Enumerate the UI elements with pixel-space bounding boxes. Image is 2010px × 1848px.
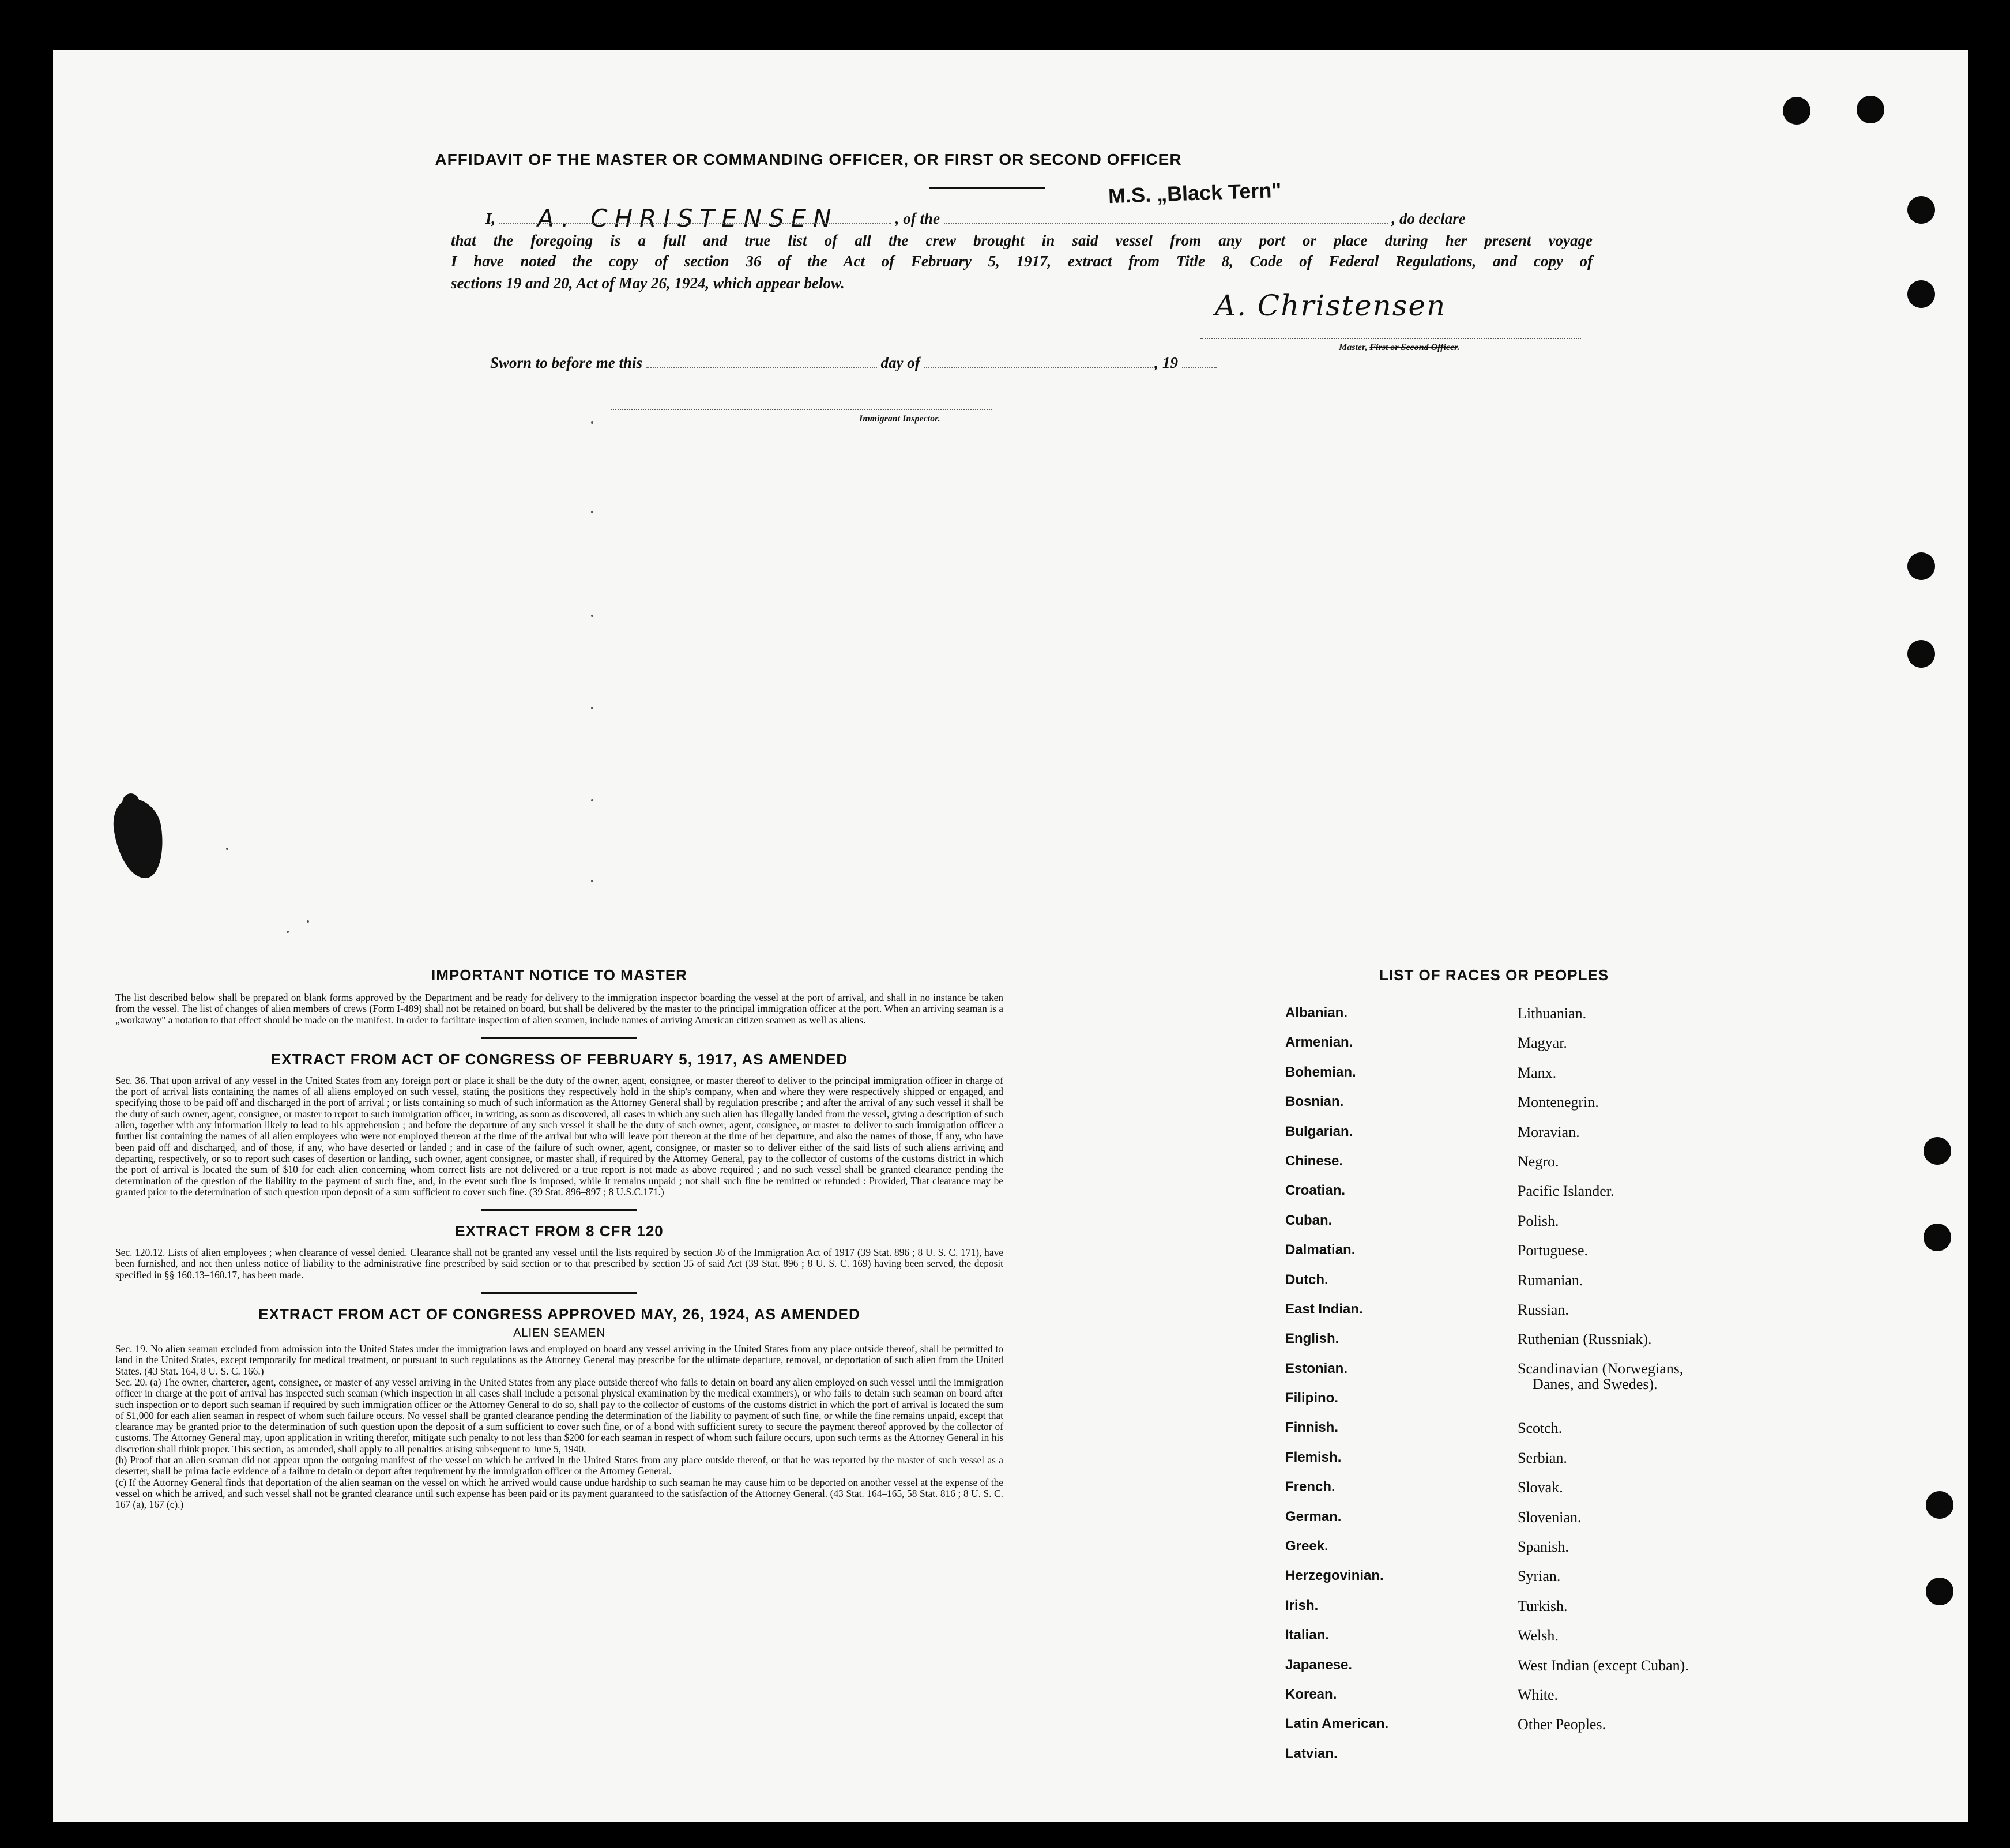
race-item: Manx. xyxy=(1518,1064,1557,1081)
do-declare-text: , do declare xyxy=(1391,210,1466,227)
race-item: Greek. xyxy=(1285,1538,1328,1555)
section-divider xyxy=(481,1292,637,1294)
race-item: Herzegovinian. xyxy=(1285,1568,1384,1584)
race-item: French. xyxy=(1285,1479,1335,1495)
punch-hole xyxy=(1924,1224,1951,1251)
race-item: Cuban. xyxy=(1285,1212,1333,1228)
race-item: English. xyxy=(1285,1331,1339,1347)
race-item: Estonian. xyxy=(1285,1360,1348,1376)
races-list-left xyxy=(1285,1005,1388,1775)
race-item: Japanese. xyxy=(1285,1657,1353,1673)
declaration-line-3: I have noted the copy of section 36 of the Act of February 5, 1917, extract from Title 8, Code of Federal Regulations, and copy of xyxy=(451,253,1593,270)
alien-seamen-subtitle: ALIEN SEAMEN xyxy=(513,1327,605,1340)
extract-cfr-title: EXTRACT FROM 8 CFR 120 xyxy=(455,1222,664,1240)
punch-hole xyxy=(1857,96,1884,123)
race-item: Finnish. xyxy=(1285,1420,1338,1436)
sworn-year-blank xyxy=(1182,367,1217,368)
paper-speck xyxy=(591,799,593,801)
handwritten-master-name: A. CHRISTENSEN xyxy=(537,204,838,232)
paper-speck xyxy=(591,707,593,709)
race-item: German. xyxy=(1285,1508,1342,1525)
notice-body: The list described below shall be prepared on blank forms approved by the Department and be ready for delivery to the immigration inspector boarding the vessel at the port of arrival, and shall in no instance be taken from the vessel. The list of changes of alien members of crews (Form I-489) shall not be retained on board, but shall be delivered by the master to the principal immigration officer at the port. When an arriving seaman is a „workaway" a notation to that effect should be made on the manifest. In order to facilitate inspection of alien seamen, include names of arriving American citizen seamen as well as aliens. xyxy=(115,992,1003,1026)
affidavit-title: AFFIDAVIT OF THE MASTER OR COMMANDING OFFICER, OR FIRST OR SECOND OFFICER xyxy=(435,150,1182,168)
race-item: Irish. xyxy=(1285,1597,1319,1613)
race-item: West Indian (except Cuban). xyxy=(1518,1657,1689,1674)
punch-hole xyxy=(1783,97,1810,125)
race-item: Croatian. xyxy=(1285,1183,1346,1199)
vessel-name: M.S. „Black Tern" xyxy=(1108,178,1282,208)
race-item: Dalmatian. xyxy=(1285,1242,1356,1258)
legal-text-column xyxy=(115,966,1003,1511)
extract-1917-title: EXTRACT FROM ACT OF CONGRESS OF FEBRUARY 5, 1917, AS AMENDED xyxy=(270,1050,848,1068)
declaration-line-1 xyxy=(485,210,1593,228)
sec20b-text: (b) Proof that an alien seaman did not appear upon the outgoing manifest of the vessel on which he arrived in the United States from any place outside thereof, or that he was reported by the master of such vessel as a deserter, shall be prima facie evidence of a failure to detain or deport after requirement by the immigration officer or the Attorney General. xyxy=(115,1454,1003,1477)
race-item: Bosnian. xyxy=(1285,1094,1344,1110)
vessel-blank xyxy=(944,223,1388,224)
paper-speck xyxy=(591,511,593,513)
master-signature: A. Christensen xyxy=(1215,289,1447,322)
race-item: Flemish. xyxy=(1285,1449,1342,1465)
name-blank xyxy=(499,223,891,224)
race-item: Negro. xyxy=(1518,1153,1559,1170)
sec20a-text: Sec. 20. (a) The owner, charterer, agent, consignee, or master of any vessel arriving in the United States from any place outside thereof who fails to detain on board any alien employed on such vessel until the immigration officer in charge at the port of arrival has inspected such seaman (which inspection in all cases shall include a personal physical examination by the medical examiners), or who fails to detain such seaman on board after such inspection or to deport such seaman if required by such immigration officer or the Attorney General to do so, shall pay to the collector of customs of the customs district in which the port of arrival is located the sum of $1,000 for each alien seaman in respect of whom such failure occurs. No vessel shall be granted clearance pending the determination of the liability to payment of such fine, or while the fine remains unpaid, except that clearance may be granted prior to the determination of such question upon the deposit of a sum sufficient to cover such fine, or of a bond with sufficient surety to secure the payment thereof approved by the collector of customs. The Attorney General may, upon application in writing therefor, mitigate such penalty to not less than $200 for each seaman in respect of whom such failure occurs, upon such terms as the Attorney General in his discretion shall think proper. This section, as amended, shall apply to all penalties arising subsequent to June 5, 1940. xyxy=(115,1376,1003,1455)
signature-line xyxy=(1200,338,1581,339)
signature-caption: Master, First or Second Officer. xyxy=(1339,342,1460,352)
race-item: Chinese. xyxy=(1285,1153,1343,1169)
extract-cfr-body: Sec. 120.12. Lists of alien employees ; when clearance of vessel denied. Clearance shall not be granted any vessel until the lists required by section 36 of the Immigration Act of 1917 (39 Stat. 896 ; 8 U. S. C. 171), have been furnished, and not then unless notice of liability to the administrative fine prescribed by said section or to that prescribed by section 35 of said Act (39 Stat. 896 ; 8 U. S. C. 169) having been served, the deposit specified in §§ 160.13–160.17, has been made. xyxy=(115,1247,1003,1281)
race-item: Serbian. xyxy=(1518,1449,1567,1466)
race-item-scandinavian: Scandinavian (Norwegians, Danes, and Swedes). xyxy=(1518,1360,1684,1392)
race-item: Spanish. xyxy=(1518,1538,1569,1556)
inspector-signature-line xyxy=(611,409,992,410)
race-item: Lithuanian. xyxy=(1518,1005,1587,1022)
punch-hole xyxy=(1926,1491,1953,1519)
race-item: Other Peoples. xyxy=(1518,1716,1606,1733)
race-item: Ruthenian (Russniak). xyxy=(1518,1331,1652,1348)
race-item: Albanian. xyxy=(1285,1005,1348,1021)
race-item: Polish. xyxy=(1518,1212,1559,1229)
race-item: Dutch. xyxy=(1285,1271,1328,1288)
race-item: Scotch. xyxy=(1518,1420,1563,1437)
punch-hole xyxy=(1926,1578,1953,1605)
struck-officer-text: First or Second Officer xyxy=(1369,342,1458,352)
races-list-right xyxy=(1518,1005,1689,1746)
race-item: Syrian. xyxy=(1518,1568,1561,1585)
race-item: Magyar. xyxy=(1518,1034,1567,1052)
paper-speck xyxy=(226,848,228,850)
race-item: Latin American. xyxy=(1285,1716,1389,1732)
ink-blot xyxy=(122,793,140,813)
punch-hole xyxy=(1924,1137,1951,1165)
race-item: Latvian. xyxy=(1285,1745,1338,1762)
paper-speck xyxy=(307,920,309,923)
race-item: East Indian. xyxy=(1285,1301,1363,1317)
punch-hole xyxy=(1907,280,1935,308)
declaration-prefix: I, xyxy=(485,210,496,227)
declaration-line-4: sections 19 and 20, Act of May 26, 1924, which appear below. xyxy=(451,274,845,292)
sworn-line: Sworn to before me this day of , 19 xyxy=(490,354,1632,372)
declaration-line-2: that the foregoing is a full and true list of all the crew brought in said vessel from any port or place during her present voyage xyxy=(451,232,1593,249)
paper-speck xyxy=(591,880,593,882)
sec19-text: Sec. 19. No alien seaman excluded from admission into the United States under the immigration laws and employed on board any vessel arriving in the United States from any place outside thereof, shall be permitted to land in the United States, except temporarily for medical treatment, or pursuant to such regulations as the Attorney General may prescribe for the ultimate departure, removal, or deportation of such alien from the United States. (43 Stat. 164, 8 U. S. C. 166.) xyxy=(115,1343,1003,1377)
races-list-title: LIST OF RACES OR PEOPLES xyxy=(1379,966,1609,984)
punch-hole xyxy=(1907,196,1935,224)
ink-blot xyxy=(110,795,168,882)
paper-speck xyxy=(287,931,289,933)
race-item: Slovenian. xyxy=(1518,1508,1582,1526)
race-item: Korean. xyxy=(1285,1686,1337,1702)
notice-title: IMPORTANT NOTICE TO MASTER xyxy=(431,966,687,984)
punch-hole xyxy=(1907,552,1935,580)
race-item: Armenian. xyxy=(1285,1034,1353,1051)
sworn-month-blank xyxy=(924,367,1155,368)
of-the-text: , of the xyxy=(895,210,940,227)
race-item: Montenegrin. xyxy=(1518,1094,1599,1111)
inspector-caption: Immigrant Inspector. xyxy=(859,414,940,424)
paper-speck xyxy=(591,615,593,617)
race-item: Welsh. xyxy=(1518,1627,1559,1644)
extract-1917-body: Sec. 36. That upon arrival of any vessel in the United States from any foreign port or place it shall be the duty of the owner, agent, consignee, or master thereof to deliver to the principal immigration officer in charge of the port of arrival lists containing the names of all aliens employed on such vessel, stating the positions they respectively hold in the ship's company, when and where they were respectively shipped or engaged, and specifying those to be paid off and discharged in the port of arrival ; or lists containing so much of such information as the Attorney General shall by regulation prescribe ; and after the arrival of any such vessel it shall be the duty of such owner, agent, consignee, or master to report to such immigration officer, in writing, as soon as discovered, all cases in which any such alien has illegally landed from the vessel, giving a description of such alien, together with any information likely to lead to his apprehension ; and before the departure of any such vessel it shall be the duty of such owner, agent, consignee, or master to deliver to such immigration officer a further list containing the names of all alien employees who were not employed thereon at the time of the arrival but who will leave port thereon at the time of her departure, and also the names of those, if any, who have been paid off and discharged, and of those, if any, who have deserted or landed ; and in case of the failure of such owner, agent, consignee, or master so to deliver either of the said lists of such aliens arriving and departing, respectively, or so to report such cases of desertion or landing, such owner, agent consignee, or master shall, if required by the Attorney General, pay to the collector of customs of the customs district in which the port of arrival is located the sum of $10 for each alien concerning whom correct lists are not delivered or a true report is not made as above required ; and no such vessel shall be granted clearance pending the determination of the question of the liability to the payment of such fine, and, in the event such fine is imposed, while it remains unpaid ; not shall such fine be remitted or refunded : Provided, That clearance may be granted prior to the determination of such question upon deposit of a sum sufficient to cover such fine. (39 Stat. 896–897 ; 8 U.S.C.171.) xyxy=(115,1074,1003,1198)
race-item: Turkish. xyxy=(1518,1597,1568,1614)
paper-speck xyxy=(591,421,593,424)
race-item: Moravian. xyxy=(1518,1123,1580,1141)
race-item: Italian. xyxy=(1285,1627,1330,1643)
section-divider xyxy=(481,1037,637,1039)
sworn-day-blank xyxy=(646,367,877,368)
race-item: Russian. xyxy=(1518,1301,1569,1318)
race-item: Rumanian. xyxy=(1518,1271,1583,1289)
sec20c-text: (c) If the Attorney General finds that deportation of the alien seaman on the vessel on which he arrived would cause undue hardship to such seaman he may cause him to be deported on another vessel at the expense of the vessel on which he arrived, and such vessel shall not be granted clearance until such expense has been paid or its payment guaranteed to the satisfaction of the Attorney General. (43 Stat. 164–165, 58 Stat. 816 ; 8 U. S. C. 167 (a), 167 (c).) xyxy=(115,1476,1003,1511)
title-rule xyxy=(929,187,1045,189)
race-item: Filipino. xyxy=(1285,1390,1338,1406)
document-page xyxy=(53,50,1968,1822)
section-divider xyxy=(481,1209,637,1211)
race-item: Slovak. xyxy=(1518,1479,1563,1496)
punch-hole xyxy=(1907,640,1935,668)
extract-1924-title: EXTRACT FROM ACT OF CONGRESS APPROVED MAY, 26, 1924, AS AMENDED xyxy=(258,1305,860,1323)
race-item: Bohemian. xyxy=(1285,1064,1356,1080)
race-item: Bulgarian. xyxy=(1285,1123,1353,1139)
race-item: Pacific Islander. xyxy=(1518,1183,1614,1200)
race-item: White. xyxy=(1518,1687,1559,1703)
race-item: Portuguese. xyxy=(1518,1242,1589,1259)
